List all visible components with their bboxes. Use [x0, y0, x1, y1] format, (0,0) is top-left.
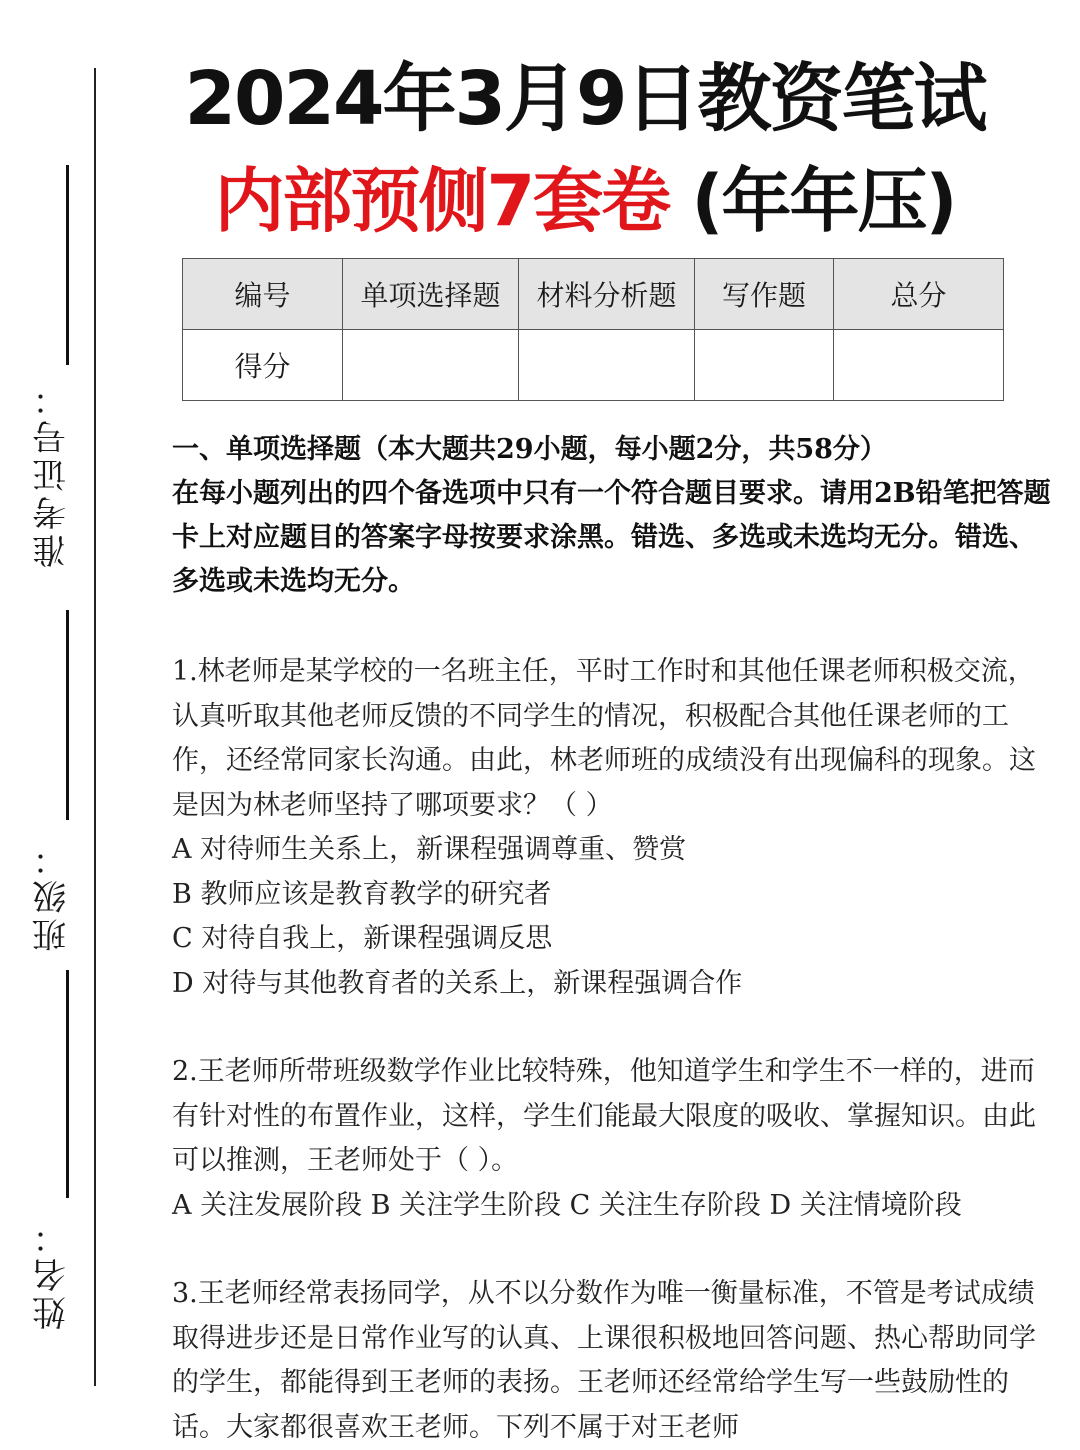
score-cell[interactable] — [695, 330, 834, 401]
question-option: B 教师应该是教育教学的研究者 — [172, 878, 552, 910]
subtitle-black: (年年压) — [669, 160, 956, 242]
name-label: 姓名： — [32, 1216, 73, 1330]
question-2 — [172, 1050, 1052, 1228]
score-cell[interactable] — [519, 330, 695, 401]
score-header-cell: 单项选择题 — [343, 259, 519, 330]
score-cell[interactable] — [343, 330, 519, 401]
binding-line — [94, 68, 96, 1386]
question-stem: 3.王老师经常表扬同学，从不以分数作为唯一衡量标准，不管是考试成绩取得进步还是日常作业写的认真、上课很积极地回答问题、热心帮助同学的学生，都能得到王老师的表扬。王老师还经常给学生写一些鼓励性的话。大家都很喜欢王老师。下列不属于对王老师 — [172, 1278, 1036, 1443]
score-table-row — [183, 330, 1004, 401]
exam-number-label: 准考证号： — [32, 378, 73, 568]
question-stem: 1.林老师是某学校的一名班主任，平时工作时和其他任课老师积极交流，认真听取其他老师反馈的不同学生的情况，积极配合其他任课老师的工作，还经常同家长沟通。由此，林老师班的成绩没有出现偏科的现象。这是因为林老师坚持了哪项要求？（ ） — [172, 656, 1036, 821]
score-table — [182, 258, 1004, 401]
score-header-cell: 材料分析题 — [519, 259, 695, 330]
score-header-cell: 总分 — [834, 259, 1004, 330]
question-stem: 2.王老师所带班级数学作业比较特殊，他知道学生和学生不一样的，进而有针对性的布置作业，这样，学生们能最大限度的吸收、掌握知识。由此可以推测，王老师处于（ ）。 — [172, 1056, 1036, 1176]
class-line[interactable] — [66, 610, 69, 820]
page-title: 2024年3月9日教资笔试 — [184, 56, 986, 142]
question-option: D 对待与其他教育者的关系上，新课程强调合作 — [172, 967, 743, 999]
score-cell[interactable] — [834, 330, 1004, 401]
score-table-header-row — [183, 259, 1004, 330]
section-instructions: 在每小题列出的四个备选项中只有一个符合题目要求。请用2B铅笔把答题卡上对应题目的答案字母按要求涂黑。错选、多选或未选均无分。错选、多选或未选均无分。 — [172, 478, 1051, 597]
question-option: A 对待师生关系上，新课程强调尊重、赞赏 — [172, 834, 687, 865]
score-header-cell: 编号 — [183, 259, 343, 330]
question-option: A 关注发展阶段 B 关注学生阶段 C 关注生存阶段 D 关注情境阶段 — [172, 1189, 962, 1221]
class-label: 班级： — [32, 838, 73, 952]
score-row-label: 得分 — [183, 330, 343, 401]
exam-number-line[interactable] — [66, 165, 69, 365]
score-header-cell: 写作题 — [695, 259, 834, 330]
name-line[interactable] — [66, 970, 69, 1198]
question-3 — [172, 1272, 1052, 1450]
section-title: 一、单项选择题（本大题共29小题，每小题2分，共58分） — [172, 434, 887, 465]
subtitle-red: 内部预侧7套卷 — [214, 160, 670, 242]
question-1 — [172, 650, 1052, 1006]
question-option: C 对待自我上，新课程强调反思 — [172, 923, 553, 954]
page-subtitle — [150, 145, 1020, 246]
